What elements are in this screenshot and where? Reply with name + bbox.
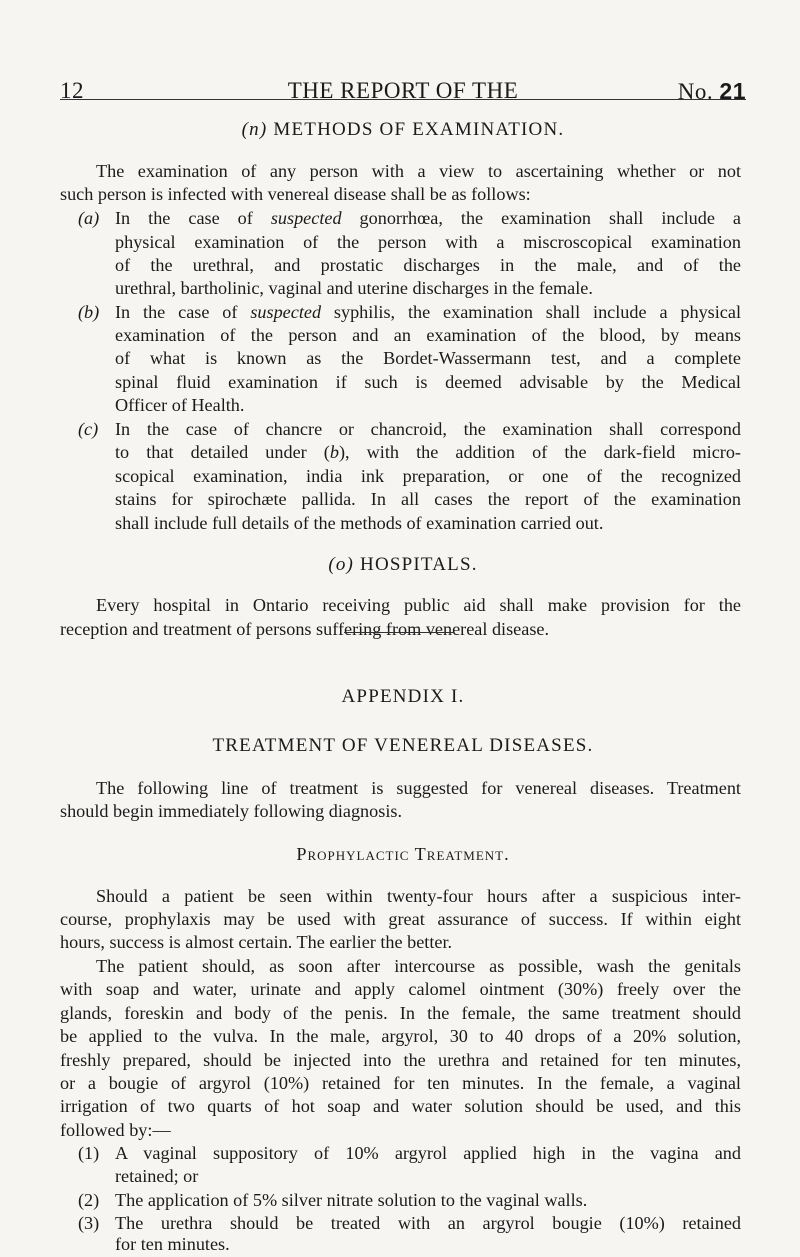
paragraph-line: Every hospital in Ontario receiving public aid shall make provision for the: [96, 595, 741, 615]
list-marker: (1): [78, 1143, 100, 1163]
list-item-line: scopical examination, india ink preparation, or one of the recognized: [115, 466, 741, 486]
appendix-subtitle: TREATMENT OF VENEREAL DISEASES.: [212, 735, 594, 756]
page-number: 12: [60, 78, 84, 103]
section-heading-methods: [60, 118, 746, 142]
list-marker: (2): [78, 1190, 100, 1210]
list-item-line: shall include full details of the methods of examination carried out.: [115, 513, 604, 533]
paragraph-line: followed by:—: [60, 1120, 171, 1140]
list-item-line: In the case of suspected syphilis, the examination shall include a physical: [115, 302, 741, 322]
paragraph-line: course, prophylaxis may be used with great assurance of success. If within eight: [60, 909, 741, 929]
list-item-line: physical examination of the person with a miscroscopical examination: [115, 232, 741, 252]
list-item-line: for ten minutes.: [115, 1234, 230, 1254]
section-divider: [344, 632, 454, 633]
list-item-line: to that detailed under (b), with the addition of the dark-field micro-: [115, 442, 741, 462]
list-item-line: A vaginal suppository of 10% argyrol applied high in the vagina and: [115, 1143, 741, 1163]
paragraph-line: hours, success is almost certain. The earlier the better.: [60, 932, 453, 952]
section-heading-hospitals: [60, 553, 746, 577]
paragraph-line: The following line of treatment is suggested for venereal diseases. Treatment: [96, 778, 741, 798]
heading-label: (n): [241, 119, 268, 140]
page-header: [60, 78, 746, 104]
list-item-line: spinal fluid examination if such is deemed advisable by the Medical: [115, 372, 741, 392]
heading-label: (o): [328, 554, 355, 575]
paragraph-line: freshly prepared, should be injected into the urethra and retained for ten minutes,: [60, 1050, 741, 1070]
list-marker: (c): [78, 419, 99, 439]
list-item-line: examination of the person and an examination of the blood, by means: [115, 325, 741, 345]
paragraph-line: such person is infected with venereal disease shall be as follows:: [60, 184, 531, 204]
paragraph-line: irrigation of two quarts of hot soap and water solution should be used, and this: [60, 1096, 741, 1116]
header-rule: [60, 99, 746, 100]
list-item-line: of what is known as the Bordet-Wassermann test, and a complete: [115, 348, 741, 368]
appendix-title: APPENDIX I.: [341, 686, 465, 707]
issue-number: [678, 78, 746, 105]
list-item-line: of the urethral, and prostatic discharges in the male, and of the: [115, 255, 741, 275]
list-marker: (b): [78, 302, 100, 322]
list-item-line: In the case of suspected gonorrhœa, the examination shall include a: [115, 208, 741, 228]
list-item-line: In the case of chancre or chancroid, the examination shall correspond: [115, 419, 741, 439]
paragraph-line: The examination of any person with a view to ascertaining whether or not: [96, 161, 741, 181]
paragraph-line: glands, foreskin and body of the penis. In the female, the same treatment should: [60, 1003, 741, 1023]
paragraph-line: Should a patient be seen within twenty-four hours after a suspicious inter-: [96, 886, 741, 906]
paragraph-line: The patient should, as soon after intercourse as possible, wash the genitals: [96, 956, 741, 976]
list-item-line: The application of 5% silver nitrate solution to the vaginal walls.: [115, 1190, 588, 1210]
paragraph-line: reception and treatment of persons suffering from venereal disease.: [60, 619, 550, 639]
issue-prefix: No.: [677, 79, 714, 104]
list-item-line: stains for spirochæte pallida. In all cases the report of the examination: [115, 489, 741, 509]
list-marker: (a): [78, 208, 100, 228]
paragraph-line: with soap and water, urinate and apply calomel ointment (30%) freely over the: [60, 979, 741, 999]
list-marker: (3): [78, 1213, 100, 1233]
list-item-line: retained; or: [115, 1166, 199, 1186]
heading-text: METHODS OF EXAMINATION.: [273, 119, 565, 140]
subheading-prophylactic: Prophylactic Treatment.: [296, 844, 510, 864]
list-item-line: urethral, bartholinic, vaginal and uterine discharges in the female.: [115, 278, 593, 298]
heading-text: HOSPITALS.: [360, 554, 478, 575]
list-item-line: The urethra should be treated with an argyrol bougie (10%) retained: [115, 1213, 741, 1233]
issue-number-value: 21: [719, 78, 746, 104]
running-title: THE REPORT OF THE: [287, 78, 519, 103]
paragraph-line: should begin immediately following diagnosis.: [60, 801, 402, 821]
paragraph-line: or a bougie of argyrol (10%) retained for ten minutes. In the female, a vaginal: [60, 1073, 741, 1093]
paragraph-line: be applied to the vulva. In the male, argyrol, 30 to 40 drops of a 20% solution,: [60, 1026, 741, 1046]
list-item-line: Officer of Health.: [115, 395, 245, 415]
